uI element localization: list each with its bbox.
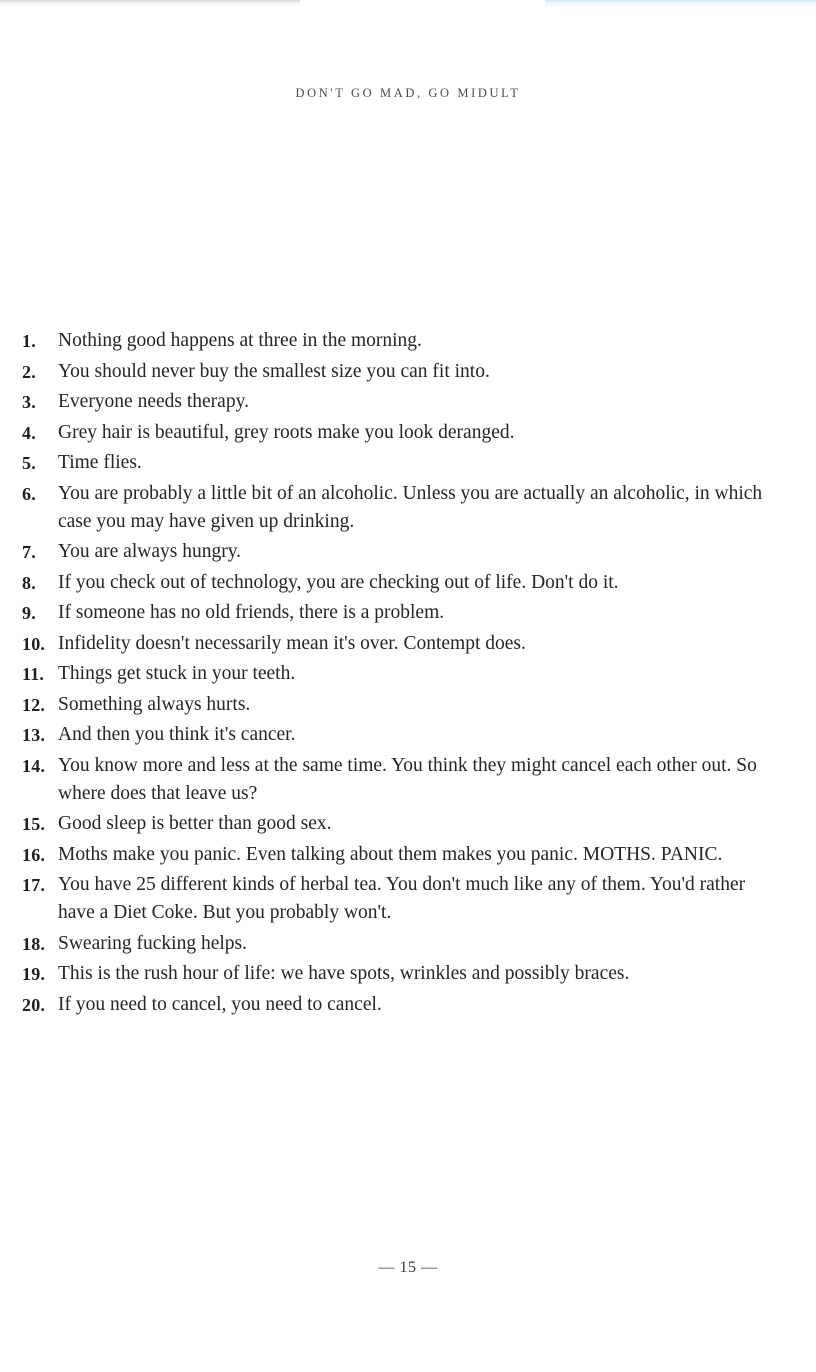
list-item: [22, 358, 782, 386]
list-item-text: You know more and less at the same time. You think they might cancel each other out. So where does that leave us?: [58, 754, 757, 804]
list-item-number: 8.: [22, 572, 36, 593]
list-item-number: 6.: [22, 483, 36, 504]
list-item: [22, 538, 782, 566]
list-item: [22, 752, 782, 808]
scan-artifact-right: [545, 0, 816, 7]
list-item: [22, 449, 782, 477]
numbered-list: [22, 327, 782, 1021]
list-item-number: 16.: [22, 844, 46, 865]
list-item: [22, 599, 782, 627]
list-item: [22, 480, 782, 536]
list-item-text: And then you think it's cancer.: [58, 724, 296, 745]
list-item-text: Grey hair is beautiful, grey roots make you look deranged.: [58, 421, 515, 443]
list-item: [22, 960, 782, 988]
list-item: [22, 327, 782, 355]
list-item: [22, 660, 782, 688]
list-item-number: 4.: [22, 422, 36, 443]
list-item-number: 18.: [22, 933, 46, 954]
list-item-text: If you check out of technology, you are checking out of life. Don't do it.: [58, 571, 619, 593]
scan-artifact-left: [0, 0, 300, 7]
list-item-text: You should never buy the smallest size you can fit into.: [58, 360, 490, 382]
list-item: [22, 930, 782, 958]
list-item-number: 3.: [22, 392, 36, 412]
list-item-number: 11.: [22, 664, 45, 684]
list-item-text: Something always hurts.: [58, 693, 251, 715]
list-item: [22, 419, 782, 447]
list-item-text: Swearing fucking helps.: [58, 932, 248, 954]
list-item-text: Good sleep is better than good sex.: [58, 813, 332, 834]
list-item-text: You are probably a little bit of an alcoholic. Unless you are actually an alcoholic, in which case you may have given up drinking.: [58, 482, 763, 532]
list-item-number: 5.: [22, 453, 36, 473]
list-item: [22, 871, 782, 927]
list-item-text: Everyone needs therapy.: [58, 391, 249, 412]
list-item-text: You have 25 different kinds of herbal tea. You don't much like any of them. You'd rather have a Diet Coke. But you probably won't.: [58, 874, 746, 923]
list-item-number: 20.: [22, 994, 46, 1015]
list-item-text: You are always hungry.: [58, 541, 242, 562]
running-head: DON'T GO MAD, GO MIDULT: [295, 86, 521, 100]
list-item: [22, 691, 782, 719]
list-item-text: Moths make you panic. Even talking about them makes you panic. MOTHS. PANIC.: [58, 843, 723, 865]
list-item-number: 13.: [22, 725, 46, 745]
list-item-text: Infidelity doesn't necessarily mean it's over. Contempt does.: [58, 632, 526, 654]
list-item-number: 15.: [22, 814, 46, 834]
list-item-text: Time flies.: [58, 452, 142, 473]
list-item-number: 7.: [22, 542, 36, 562]
list-item-number: 9.: [22, 603, 36, 623]
list-item-number: 10.: [22, 633, 46, 654]
list-item: [22, 991, 782, 1019]
list-item: [22, 569, 782, 597]
list-item: [22, 841, 782, 869]
list-item-text: If someone has no old friends, there is a problem.: [58, 602, 445, 623]
list-item-number: 17.: [22, 875, 46, 895]
list-item-number: 1.: [22, 331, 36, 351]
list-item-number: 14.: [22, 755, 46, 776]
list-item-text: This is the rush hour of life: we have spots, wrinkles and possibly braces.: [58, 963, 630, 984]
list-item-number: 12.: [22, 694, 46, 715]
page-number: — 15 —: [378, 1259, 438, 1276]
list-item: [22, 388, 782, 416]
list-item-text: Nothing good happens at three in the morning.: [58, 330, 422, 351]
list-item-text: If you need to cancel, you need to cancel.: [58, 993, 382, 1015]
list-item: [22, 721, 782, 749]
list-item: [22, 810, 782, 838]
list-item-text: Things get stuck in your teeth.: [58, 663, 296, 684]
list-item-number: 19.: [22, 964, 46, 984]
list-item-number: 2.: [22, 361, 36, 382]
list-item: [22, 630, 782, 658]
